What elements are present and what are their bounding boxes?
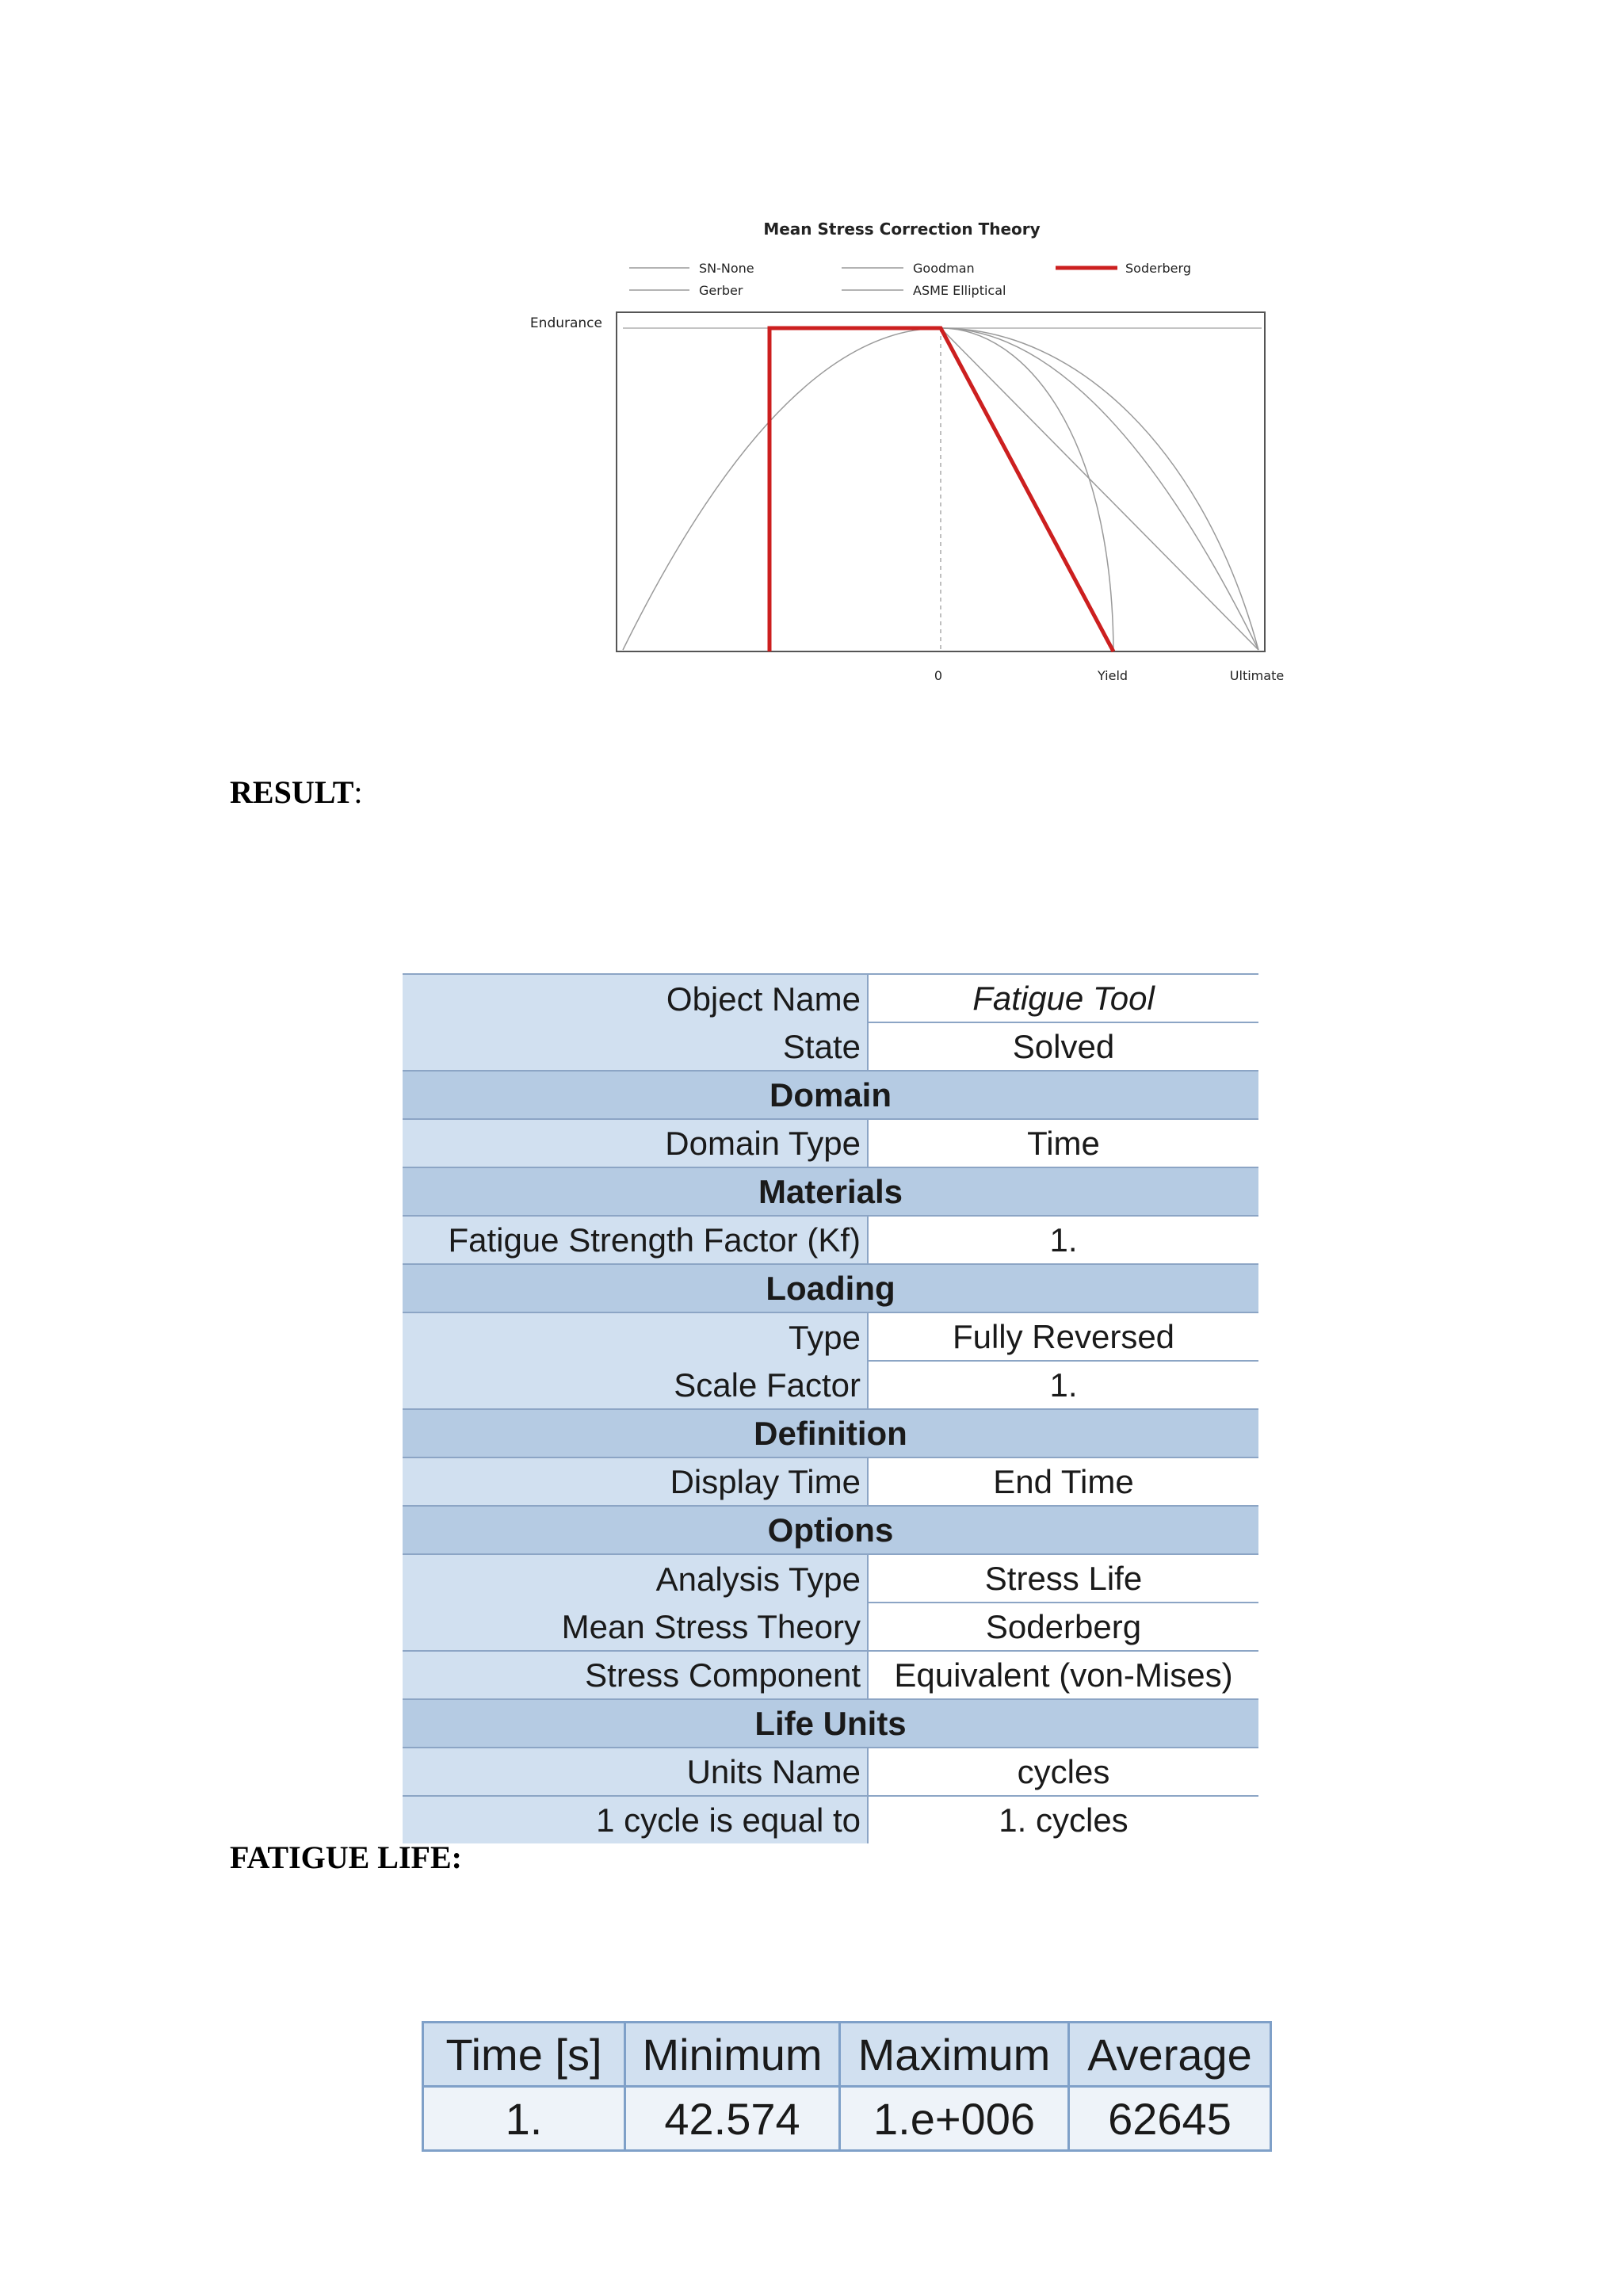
kf-label: Fatigue Strength Factor (Kf): [403, 1216, 868, 1264]
series-goodman-line: [941, 328, 1258, 650]
life-units-section-header: Life Units: [403, 1699, 1258, 1748]
analysis-type-label: Analysis Type: [403, 1554, 868, 1603]
details-section-options: [403, 1506, 1258, 1554]
details-row-cycle-equal: [403, 1796, 1258, 1843]
loading-section-header: Loading: [403, 1264, 1258, 1312]
details-row-domain-type: [403, 1119, 1258, 1167]
life-header-row: [423, 2023, 1271, 2087]
details-row-mean-stress-theory: [403, 1603, 1258, 1651]
domain-type-value: Time: [868, 1119, 1258, 1167]
life-header-minimum: Minimum: [625, 2023, 840, 2087]
mean-stress-chart: [523, 214, 1292, 721]
mean-stress-theory-value: Soderberg: [868, 1603, 1258, 1651]
series-soderberg-line: [769, 328, 1113, 651]
details-row-type: [403, 1312, 1258, 1361]
x-tick-zero: 0: [934, 668, 943, 683]
type-label: Type: [403, 1312, 868, 1361]
units-name-value: cycles: [868, 1748, 1258, 1796]
fatigue-life-heading: FATIGUE LIFE:: [230, 1839, 462, 1875]
life-cell-time: 1.: [423, 2087, 625, 2151]
analysis-type-value: Stress Life: [868, 1554, 1258, 1603]
domain-section-header: Domain: [403, 1071, 1258, 1119]
y-tick-endurance: Endurance: [529, 315, 602, 331]
life-header-average: Average: [1069, 2023, 1271, 2087]
details-row-analysis-type: [403, 1554, 1258, 1603]
details-row-stress-component: [403, 1651, 1258, 1699]
details-row-units-name: [403, 1748, 1258, 1796]
details-row-scale-factor: [403, 1361, 1258, 1409]
type-value: Fully Reversed: [868, 1312, 1258, 1361]
fatigue-tool-details-table: [403, 973, 1258, 1843]
units-name-label: Units Name: [403, 1748, 868, 1796]
legend-label-soderberg: Soderberg: [1125, 261, 1191, 276]
chart-title: Mean Stress Correction Theory: [763, 220, 1041, 239]
result-heading-colon: :: [353, 774, 363, 810]
life-cell-maximum: 1.e+006: [840, 2087, 1069, 2151]
result-heading: [230, 774, 363, 811]
details-row-display-time: [403, 1457, 1258, 1506]
legend-label-sn-none: SN-None: [699, 261, 754, 276]
legend-label-asme-elliptical: ASME Elliptical: [913, 283, 1006, 298]
legend-label-gerber: Gerber: [699, 283, 743, 298]
x-tick-yield: Yield: [1097, 668, 1128, 683]
chart-legend: [629, 261, 1191, 298]
life-header-time: Time [s]: [423, 2023, 625, 2087]
chart-svg: [523, 214, 1292, 721]
kf-value: 1.: [868, 1216, 1258, 1264]
domain-type-label: Domain Type: [403, 1119, 868, 1167]
result-heading-text: RESULT: [230, 774, 354, 810]
object-name-value: Fatigue Tool: [868, 974, 1258, 1022]
options-section-header: Options: [403, 1506, 1258, 1554]
mean-stress-theory-label: Mean Stress Theory: [403, 1603, 868, 1651]
details-section-life-units: [403, 1699, 1258, 1748]
stress-component-value: Equivalent (von-Mises): [868, 1651, 1258, 1699]
display-time-label: Display Time: [403, 1457, 868, 1506]
life-header-maximum: Maximum: [840, 2023, 1069, 2087]
cycle-equal-label: 1 cycle is equal to: [403, 1796, 868, 1843]
details-section-domain: [403, 1071, 1258, 1119]
cycle-equal-value: 1. cycles: [868, 1796, 1258, 1843]
details-section-materials: [403, 1167, 1258, 1216]
life-data-row: [423, 2087, 1271, 2151]
object-name-label: Object Name: [403, 974, 868, 1022]
state-value: Solved: [868, 1022, 1258, 1071]
materials-section-header: Materials: [403, 1167, 1258, 1216]
stress-component-label: Stress Component: [403, 1651, 868, 1699]
scale-factor-value: 1.: [868, 1361, 1258, 1409]
life-cell-minimum: 42.574: [625, 2087, 840, 2151]
legend-label-goodman: Goodman: [913, 261, 975, 276]
x-tick-ultimate: Ultimate: [1229, 668, 1285, 683]
fatigue-life-table: [422, 2021, 1272, 2152]
details-row-kf: [403, 1216, 1258, 1264]
details-row-state: [403, 1022, 1258, 1071]
details-row-object-name: [403, 974, 1258, 1022]
display-time-value: End Time: [868, 1457, 1258, 1506]
life-cell-average: 62645: [1069, 2087, 1271, 2151]
definition-section-header: Definition: [403, 1409, 1258, 1457]
details-section-loading: [403, 1264, 1258, 1312]
details-section-definition: [403, 1409, 1258, 1457]
state-label: State: [403, 1022, 868, 1071]
scale-factor-label: Scale Factor: [403, 1361, 868, 1409]
